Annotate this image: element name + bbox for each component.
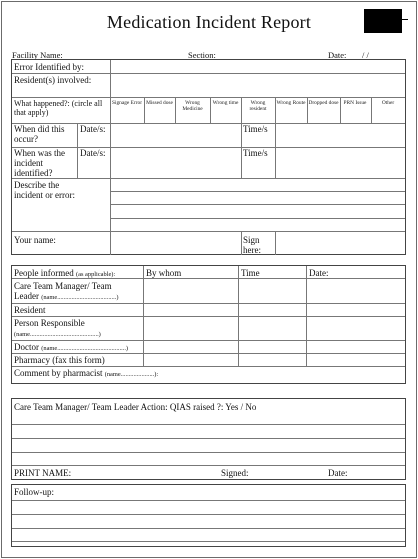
when-identified-label: When was the incident identified? (14, 148, 65, 178)
section-label: Section: (188, 50, 216, 60)
print-name-label: PRINT NAME: (14, 468, 72, 478)
category-wrong-route[interactable]: Wrong Route (276, 100, 306, 106)
facility-label: Facility Name: (12, 50, 63, 60)
category-dropped-dose[interactable]: Dropped dose (308, 100, 339, 106)
occur-date-label: Date/s: (80, 124, 106, 134)
time-header: Time (241, 268, 260, 278)
category-signage-error[interactable]: Signage Error (111, 100, 143, 106)
date-slashes: / / (362, 50, 369, 60)
your-name-field[interactable] (111, 231, 239, 254)
date-header: Date: (309, 268, 329, 278)
error-identified-label: Error Identified by: (14, 62, 84, 72)
category-wrong-time[interactable]: Wrong time (212, 100, 239, 106)
row-resident: Resident (14, 305, 46, 315)
describe-label: Describe the incident or error: (14, 180, 75, 200)
by-whom-header: By whom (146, 268, 182, 278)
category-other[interactable]: Other (381, 100, 395, 106)
when-occur-label: When did this occur? (14, 124, 65, 144)
row-care-team-manager: Care Team Manager/ Team Leader (name.....................................) (14, 281, 119, 301)
category-wrong-resident[interactable]: Wrong resident (249, 100, 267, 112)
residents-involved-label: Resident(s) involved: (14, 75, 92, 85)
row-person-responsible: Person Responsible (name...........................................) (14, 318, 101, 338)
category-missed-dose[interactable]: Missed dose (146, 100, 173, 106)
page-title: Medication Incident Report (106, 12, 312, 32)
category-prn-issue[interactable]: PRN Issue (343, 100, 367, 106)
sign-field[interactable] (276, 231, 405, 254)
redacted-block (364, 9, 402, 33)
row-doctor: Doctor (name...........................................) (14, 342, 129, 352)
people-informed-label: People informed (as applicable): (14, 268, 116, 278)
what-happened-label: What happened?: (circle all that apply) (14, 99, 103, 117)
your-name-label: Your name: (14, 235, 56, 245)
describe-field[interactable] (111, 178, 405, 230)
signed-label: Signed: (221, 468, 249, 478)
section3-date-label: Date: (328, 468, 348, 478)
identified-time-label: Time/s (243, 148, 268, 158)
identified-date-label: Date/s: (80, 148, 106, 158)
row-pharmacy: Pharmacy (fax this form) (14, 355, 105, 365)
follow-up-label: Follow-up: (14, 487, 55, 497)
redacted-line (394, 19, 408, 20)
comment-pharmacist-label: Comment by pharmacist (name.....................): (14, 368, 159, 378)
follow-up-box (11, 484, 406, 547)
manager-action-label: Care Team Manager/ Team Leader Action: QIAS raised ?: Yes / No (14, 402, 257, 412)
sign-here-label: Sign here: (243, 235, 261, 255)
occur-time-label: Time/s (243, 124, 268, 134)
date-label: Date: (328, 50, 347, 60)
category-wrong-medicine[interactable]: Wrong Medicine (182, 100, 203, 112)
